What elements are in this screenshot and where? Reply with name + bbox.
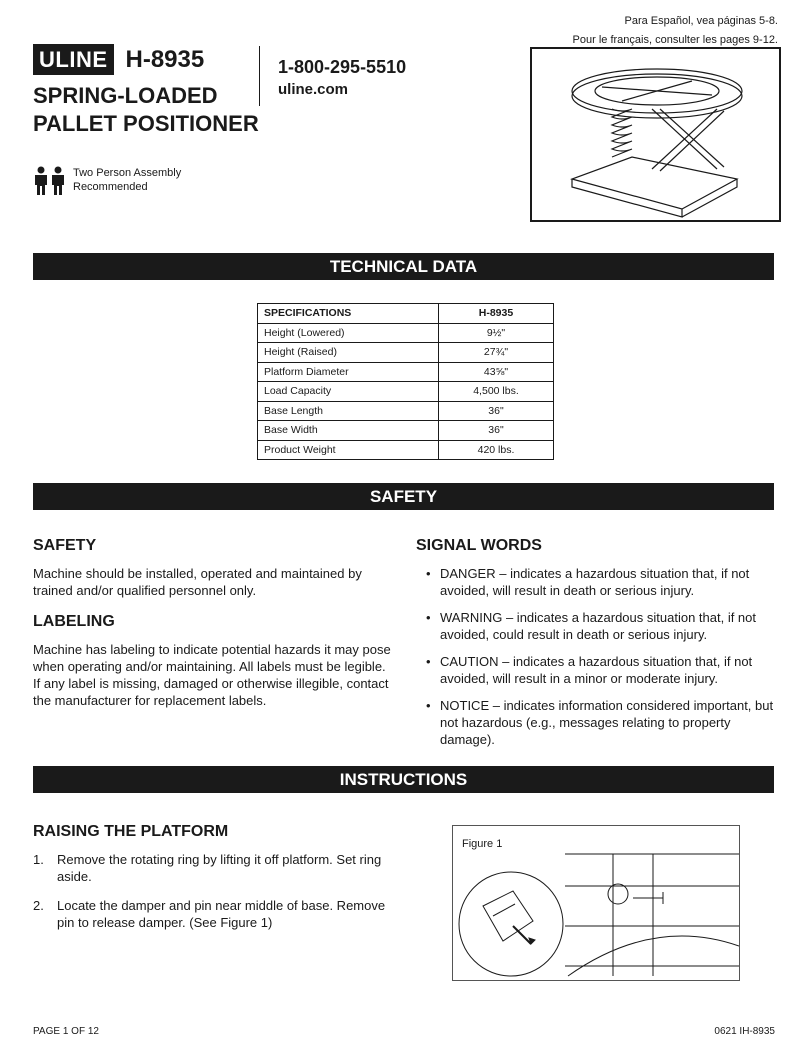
signal-words-column bbox=[416, 537, 778, 758]
table-cell: 43⅝" bbox=[439, 362, 554, 382]
pallet-positioner-drawing bbox=[532, 49, 779, 220]
raising-heading: RAISING THE PLATFORM bbox=[33, 823, 229, 840]
table-cell: 9½" bbox=[439, 323, 554, 343]
table-cell: Base Width bbox=[258, 421, 439, 441]
table-row bbox=[258, 323, 554, 343]
table-row bbox=[258, 440, 554, 460]
table-header: SPECIFICATIONS bbox=[258, 304, 439, 324]
table-header-row bbox=[258, 304, 554, 324]
step-text: Remove the rotating ring by lifting it off platform. Set ring aside. bbox=[57, 852, 382, 884]
french-note: Pour le français, consulter les pages 9-12. bbox=[572, 34, 778, 46]
safety-header: SAFETY bbox=[33, 483, 774, 510]
two-person-icon bbox=[33, 166, 67, 196]
signal-danger: DANGER – indicates a hazardous situation that, if not avoided, will result in death or serious injury. bbox=[440, 566, 750, 598]
brand-row bbox=[33, 44, 204, 75]
table-row bbox=[258, 401, 554, 421]
technical-data-header: TECHNICAL DATA bbox=[33, 253, 774, 280]
figure-1 bbox=[452, 825, 740, 981]
raising-column bbox=[33, 823, 393, 943]
table-cell: Load Capacity bbox=[258, 382, 439, 402]
table-cell: Height (Raised) bbox=[258, 343, 439, 363]
website-link[interactable]: uline.com bbox=[278, 81, 349, 98]
table-cell: 36" bbox=[439, 401, 554, 421]
table-row bbox=[258, 421, 554, 441]
safety-text: Machine should be installed, operated and maintained by trained and/or qualified personnel only. bbox=[33, 566, 362, 598]
list-item: • CAUTION – indicates a hazardous situation that, if not avoided, will result in a minor or moderate injury. bbox=[426, 654, 753, 686]
signal-caution: CAUTION – indicates a hazardous situation that, if not avoided, will result in a minor or moderate injury. bbox=[440, 654, 753, 686]
assembly-line-1: Two Person Assembly bbox=[73, 167, 182, 179]
title-line-2: PALLET POSITIONER bbox=[33, 111, 259, 136]
document-code: 0621 IH-8935 bbox=[714, 1026, 775, 1037]
table-row bbox=[258, 362, 554, 382]
safety-column bbox=[33, 537, 393, 709]
signal-notice: NOTICE – indicates information considered important, but not hazardous (e.g., messages relating to property damage). bbox=[440, 698, 774, 747]
specifications-table bbox=[257, 303, 554, 460]
table-row bbox=[258, 382, 554, 402]
safety-heading: SAFETY bbox=[33, 537, 97, 554]
list-item: • DANGER – indicates a hazardous situation that, if not avoided, will result in death or serious injury. bbox=[426, 566, 750, 598]
table-cell: 36" bbox=[439, 421, 554, 441]
instructions-header: INSTRUCTIONS bbox=[33, 766, 774, 793]
model-number: H-8935 bbox=[125, 45, 205, 73]
table-header: H-8935 bbox=[439, 304, 554, 324]
table-cell: Platform Diameter bbox=[258, 362, 439, 382]
uline-logo: ULINE bbox=[33, 44, 114, 75]
page-number: PAGE 1 OF 12 bbox=[33, 1026, 99, 1037]
signal-words-heading: SIGNAL WORDS bbox=[416, 537, 542, 554]
labeling-heading: LABELING bbox=[33, 613, 115, 630]
product-title bbox=[33, 82, 259, 138]
figure-label: Figure 1 bbox=[462, 838, 503, 850]
signal-words-list bbox=[416, 565, 778, 748]
step-text: Locate the damper and pin near middle of base. Remove pin to release damper. (See Figure 1) bbox=[57, 898, 386, 930]
list-item bbox=[33, 897, 393, 931]
list-item: • WARNING – indicates a hazardous situation that, if not avoided, could result in death or serious injury. bbox=[426, 610, 757, 642]
signal-warning: WARNING – indicates a hazardous situation that, if not avoided, could result in death or serious injury. bbox=[440, 610, 757, 642]
language-note bbox=[573, 12, 778, 50]
spanish-note: Para Español, vea páginas 5-8. bbox=[624, 15, 778, 27]
step-number: 1. bbox=[33, 852, 44, 867]
assembly-note bbox=[33, 166, 181, 196]
assembly-line-2: Recommended bbox=[73, 181, 148, 193]
table-cell: Base Length bbox=[258, 401, 439, 421]
step-number: 2. bbox=[33, 898, 44, 913]
table-cell: 4,500 lbs. bbox=[439, 382, 554, 402]
table-cell: 27¾" bbox=[439, 343, 554, 363]
product-illustration bbox=[530, 47, 781, 222]
list-item bbox=[33, 851, 393, 885]
header-divider bbox=[259, 46, 260, 106]
list-item: • NOTICE – indicates information considered important, but not hazardous (e.g., messages relating to property damage). bbox=[426, 698, 774, 747]
steps-list bbox=[33, 851, 393, 931]
table-cell: Product Weight bbox=[258, 440, 439, 460]
table-row bbox=[258, 343, 554, 363]
labeling-text: Machine has labeling to indicate potential hazards it may pose when operating and/or maintaining. All labels must be legible. If any label is missing, damaged or otherwise illegible, contact the manufacturer for replacement labels. bbox=[33, 642, 391, 708]
figure-1-drawing bbox=[453, 826, 739, 980]
title-line-1: SPRING-LOADED bbox=[33, 83, 218, 108]
phone-number: 1-800-295-5510 bbox=[278, 57, 407, 77]
table-cell: Height (Lowered) bbox=[258, 323, 439, 343]
table-cell: 420 lbs. bbox=[439, 440, 554, 460]
